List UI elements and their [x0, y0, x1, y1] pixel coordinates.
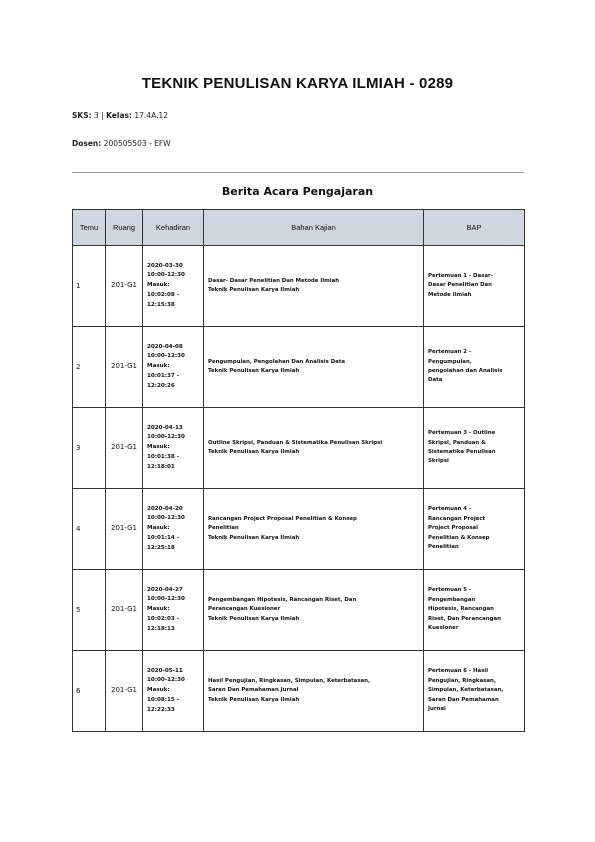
bap-cell-line: Pertemuan 3 - Outline [428, 430, 496, 437]
dosen-label: Dosen: [72, 139, 102, 148]
attendance-cell-line: 10:02:08 - [147, 291, 180, 298]
attendance-cell-line: 10:01:38 - [147, 453, 180, 460]
attendance-cell-line: Masuk: [147, 444, 170, 451]
bap-cell-line: Sistematika Penulisan [428, 449, 496, 455]
bap-cell-line: Saran Dan Pemahaman [428, 696, 499, 703]
study-material-cell [204, 651, 424, 732]
bap-cell-line: Pengumpulan, [428, 358, 472, 365]
study-material-cell-line: Teknik Penulisan Karya Ilmiah [208, 368, 300, 374]
attendance-cell [143, 489, 204, 570]
study-material-cell-line: Saran Dan Pemahaman Jurnal [208, 687, 299, 694]
study-material-cell [204, 489, 424, 570]
meeting-number-cell: 4 [73, 489, 106, 570]
bap-cell-line: Skripsi [428, 458, 449, 465]
column-header-ruang: Ruang [106, 210, 143, 246]
study-material-cell-line: Teknik Penulisan Karya Ilmiah [208, 615, 300, 622]
bap-cell [424, 489, 525, 570]
attendance-cell [143, 408, 204, 489]
table-row [73, 489, 525, 570]
table-row [73, 246, 525, 327]
attendance-cell-line: 12:18:01 [147, 463, 175, 470]
column-header-kehadiran: Kehadiran [143, 210, 204, 246]
table-row [73, 570, 525, 651]
bap-cell-line: Pertemuan 6 - Hasil [428, 668, 489, 675]
bap-cell-line: Penelitian [428, 544, 459, 551]
table-row [73, 651, 525, 732]
attendance-cell-line: 2020-04-08 [147, 343, 183, 350]
study-material-cell-line: Hasil Pengujian, Ringkasan, Simpulan, Keterbatasan, [208, 677, 371, 684]
bap-cell-line: Pengembangan [428, 596, 476, 603]
bap-cell [424, 327, 525, 408]
meta-separator: | [101, 111, 104, 120]
attendance-cell-line: 10:00-12:30 [147, 434, 185, 441]
room-cell: 201-G1 [106, 327, 143, 408]
attendance-cell-line: 10:08:15 - [147, 696, 180, 703]
attendance-cell-line: 10:00-12:30 [147, 353, 185, 360]
kelas-label: Kelas: [106, 111, 132, 120]
attendance-cell-line: 10:01:37 - [147, 372, 180, 379]
course-meta-line [72, 111, 168, 120]
attendance-cell-line: Masuk: [147, 363, 170, 370]
meeting-number-cell: 1 [73, 246, 106, 327]
kelas-value: 17.4A.12 [134, 111, 169, 120]
meeting-number-cell: 5 [73, 570, 106, 651]
study-material-cell [204, 408, 424, 489]
sks-label: SKS: [72, 111, 92, 120]
bap-cell-line: Riset, Dan Perancangan [428, 615, 501, 622]
bap-cell-line: Pengujian, Ringkasan, [428, 677, 496, 684]
attendance-cell-line: 12:20:26 [147, 382, 175, 389]
bap-cell-line: Data [428, 377, 443, 384]
section-title: Berita Acara Pengajaran [221, 185, 374, 198]
bap-cell-line: Pertemuan 1 - Dasar- [428, 272, 493, 279]
attendance-cell-line: 12:25:18 [147, 544, 175, 551]
bap-cell [424, 570, 525, 651]
attendance-cell-line: 2020-03-30 [147, 262, 183, 269]
attendance-cell-line: 12:22:33 [147, 706, 175, 713]
study-material-cell-line: Outline Skripsi, Panduan & Sistematika Penulisan Skripsi [208, 439, 383, 446]
attendance-cell-line: 10:00-12:30 [147, 677, 185, 684]
attendance-cell-line: 2020-04-20 [147, 505, 183, 512]
bap-cell-line: Project Proposal [428, 525, 479, 532]
bap-cell-line: Hipotesis, Rancangan [428, 606, 494, 613]
table-header-row [73, 210, 525, 246]
attendance-cell-line: Masuk: [147, 606, 170, 613]
bap-cell-line: Skripsi, Panduan & [428, 439, 486, 446]
room-cell: 201-G1 [106, 489, 143, 570]
column-header-bap: BAP [424, 210, 525, 246]
study-material-cell-line: Pengumpulan, Pengolahan Dan Analisis Data [208, 358, 346, 365]
study-material-cell [204, 570, 424, 651]
attendance-cell-line: Masuk: [147, 687, 170, 694]
column-header-temu: Temu [73, 210, 106, 246]
attendance-cell-line: Masuk: [147, 525, 170, 532]
meeting-number-cell: 6 [73, 651, 106, 732]
bap-cell-line: Kuesioner [428, 625, 459, 632]
bap-cell [424, 408, 525, 489]
sks-value: 3 [94, 111, 99, 120]
study-material-cell-line: Teknik Penulisan Karya Ilmiah [208, 534, 300, 541]
bap-cell-line: Simpulan, Keterbatasan, [428, 687, 504, 694]
bap-cell-line: Pertemuan 4 - [428, 506, 472, 513]
attendance-cell-line: 10:00-12:30 [147, 596, 185, 603]
attendance-cell-line: 10:02:03 - [147, 615, 180, 622]
study-material-cell-line: Teknik Penulisan Karya Ilmiah [208, 696, 300, 703]
study-material-cell-line: Penelitian [208, 525, 239, 532]
table-row [73, 408, 525, 489]
bap-cell-line: Metode Ilmiah [428, 291, 472, 298]
attendance-cell-line: 10:00-12:30 [147, 272, 185, 279]
bap-cell-line: Jurnal [428, 706, 446, 713]
room-cell: 201-G1 [106, 246, 143, 327]
attendance-cell [143, 570, 204, 651]
room-cell: 201-G1 [106, 408, 143, 489]
course-title: TEKNIK PENULISAN KARYA ILMIAH - 0289 [141, 75, 454, 92]
study-material-cell-line: Rancangan Project Proposal Penelitian & Konsep [208, 515, 357, 522]
bap-cell-line: Dasar Penelitian Dan [428, 282, 493, 289]
study-material-cell [204, 327, 424, 408]
bap-cell-line: pengolahan dan Analisis [428, 368, 503, 374]
bap-cell-line: Rancangan Project [428, 515, 486, 522]
attendance-cell-line: 12:18:13 [147, 625, 175, 632]
column-header-bahan-kajian: Bahan Kajian [204, 210, 424, 246]
study-material-cell-line: Pengembangan Hipotesis, Rancangan Riset, Dan [208, 596, 357, 603]
meeting-number-cell: 3 [73, 408, 106, 489]
study-material-cell-line: Teknik Penulisan Karya Ilmiah [208, 287, 300, 293]
lecturer-line [72, 139, 171, 148]
attendance-cell [143, 327, 204, 408]
attendance-cell [143, 651, 204, 732]
meeting-number-cell: 2 [73, 327, 106, 408]
dosen-value: 200505503 - EFW [103, 139, 171, 148]
bap-cell [424, 246, 525, 327]
bap-cell [424, 651, 525, 732]
attendance-cell-line: 10:00-12:30 [147, 515, 185, 522]
attendance-cell-line: 2020-04-13 [147, 424, 183, 431]
attendance-cell-line: 2020-05-11 [147, 667, 183, 674]
bap-cell-line: Penelitian & Konsep [428, 534, 490, 541]
attendance-cell-line: 10:01:14 - [147, 534, 180, 541]
room-cell: 201-G1 [106, 570, 143, 651]
table-row [73, 327, 525, 408]
study-material-cell-line: Teknik Penulisan Karya Ilmiah [208, 449, 300, 455]
bap-cell-line: Pertemuan 2 - [428, 349, 472, 356]
study-material-cell-line: Dasar- Dasar Penelitian Dan Metode Ilmiah [208, 277, 340, 284]
attendance-cell-line: Masuk: [147, 282, 170, 289]
study-material-cell-line: Perancangan Kuesioner [208, 606, 281, 613]
attendance-cell-line: 2020-04-27 [147, 586, 183, 593]
divider [72, 172, 524, 173]
room-cell: 201-G1 [106, 651, 143, 732]
attendance-cell [143, 246, 204, 327]
attendance-cell-line: 12:15:38 [147, 301, 175, 308]
bap-cell-line: Pertemuan 5 - [428, 587, 472, 594]
teaching-record-table [72, 209, 525, 732]
study-material-cell [204, 246, 424, 327]
